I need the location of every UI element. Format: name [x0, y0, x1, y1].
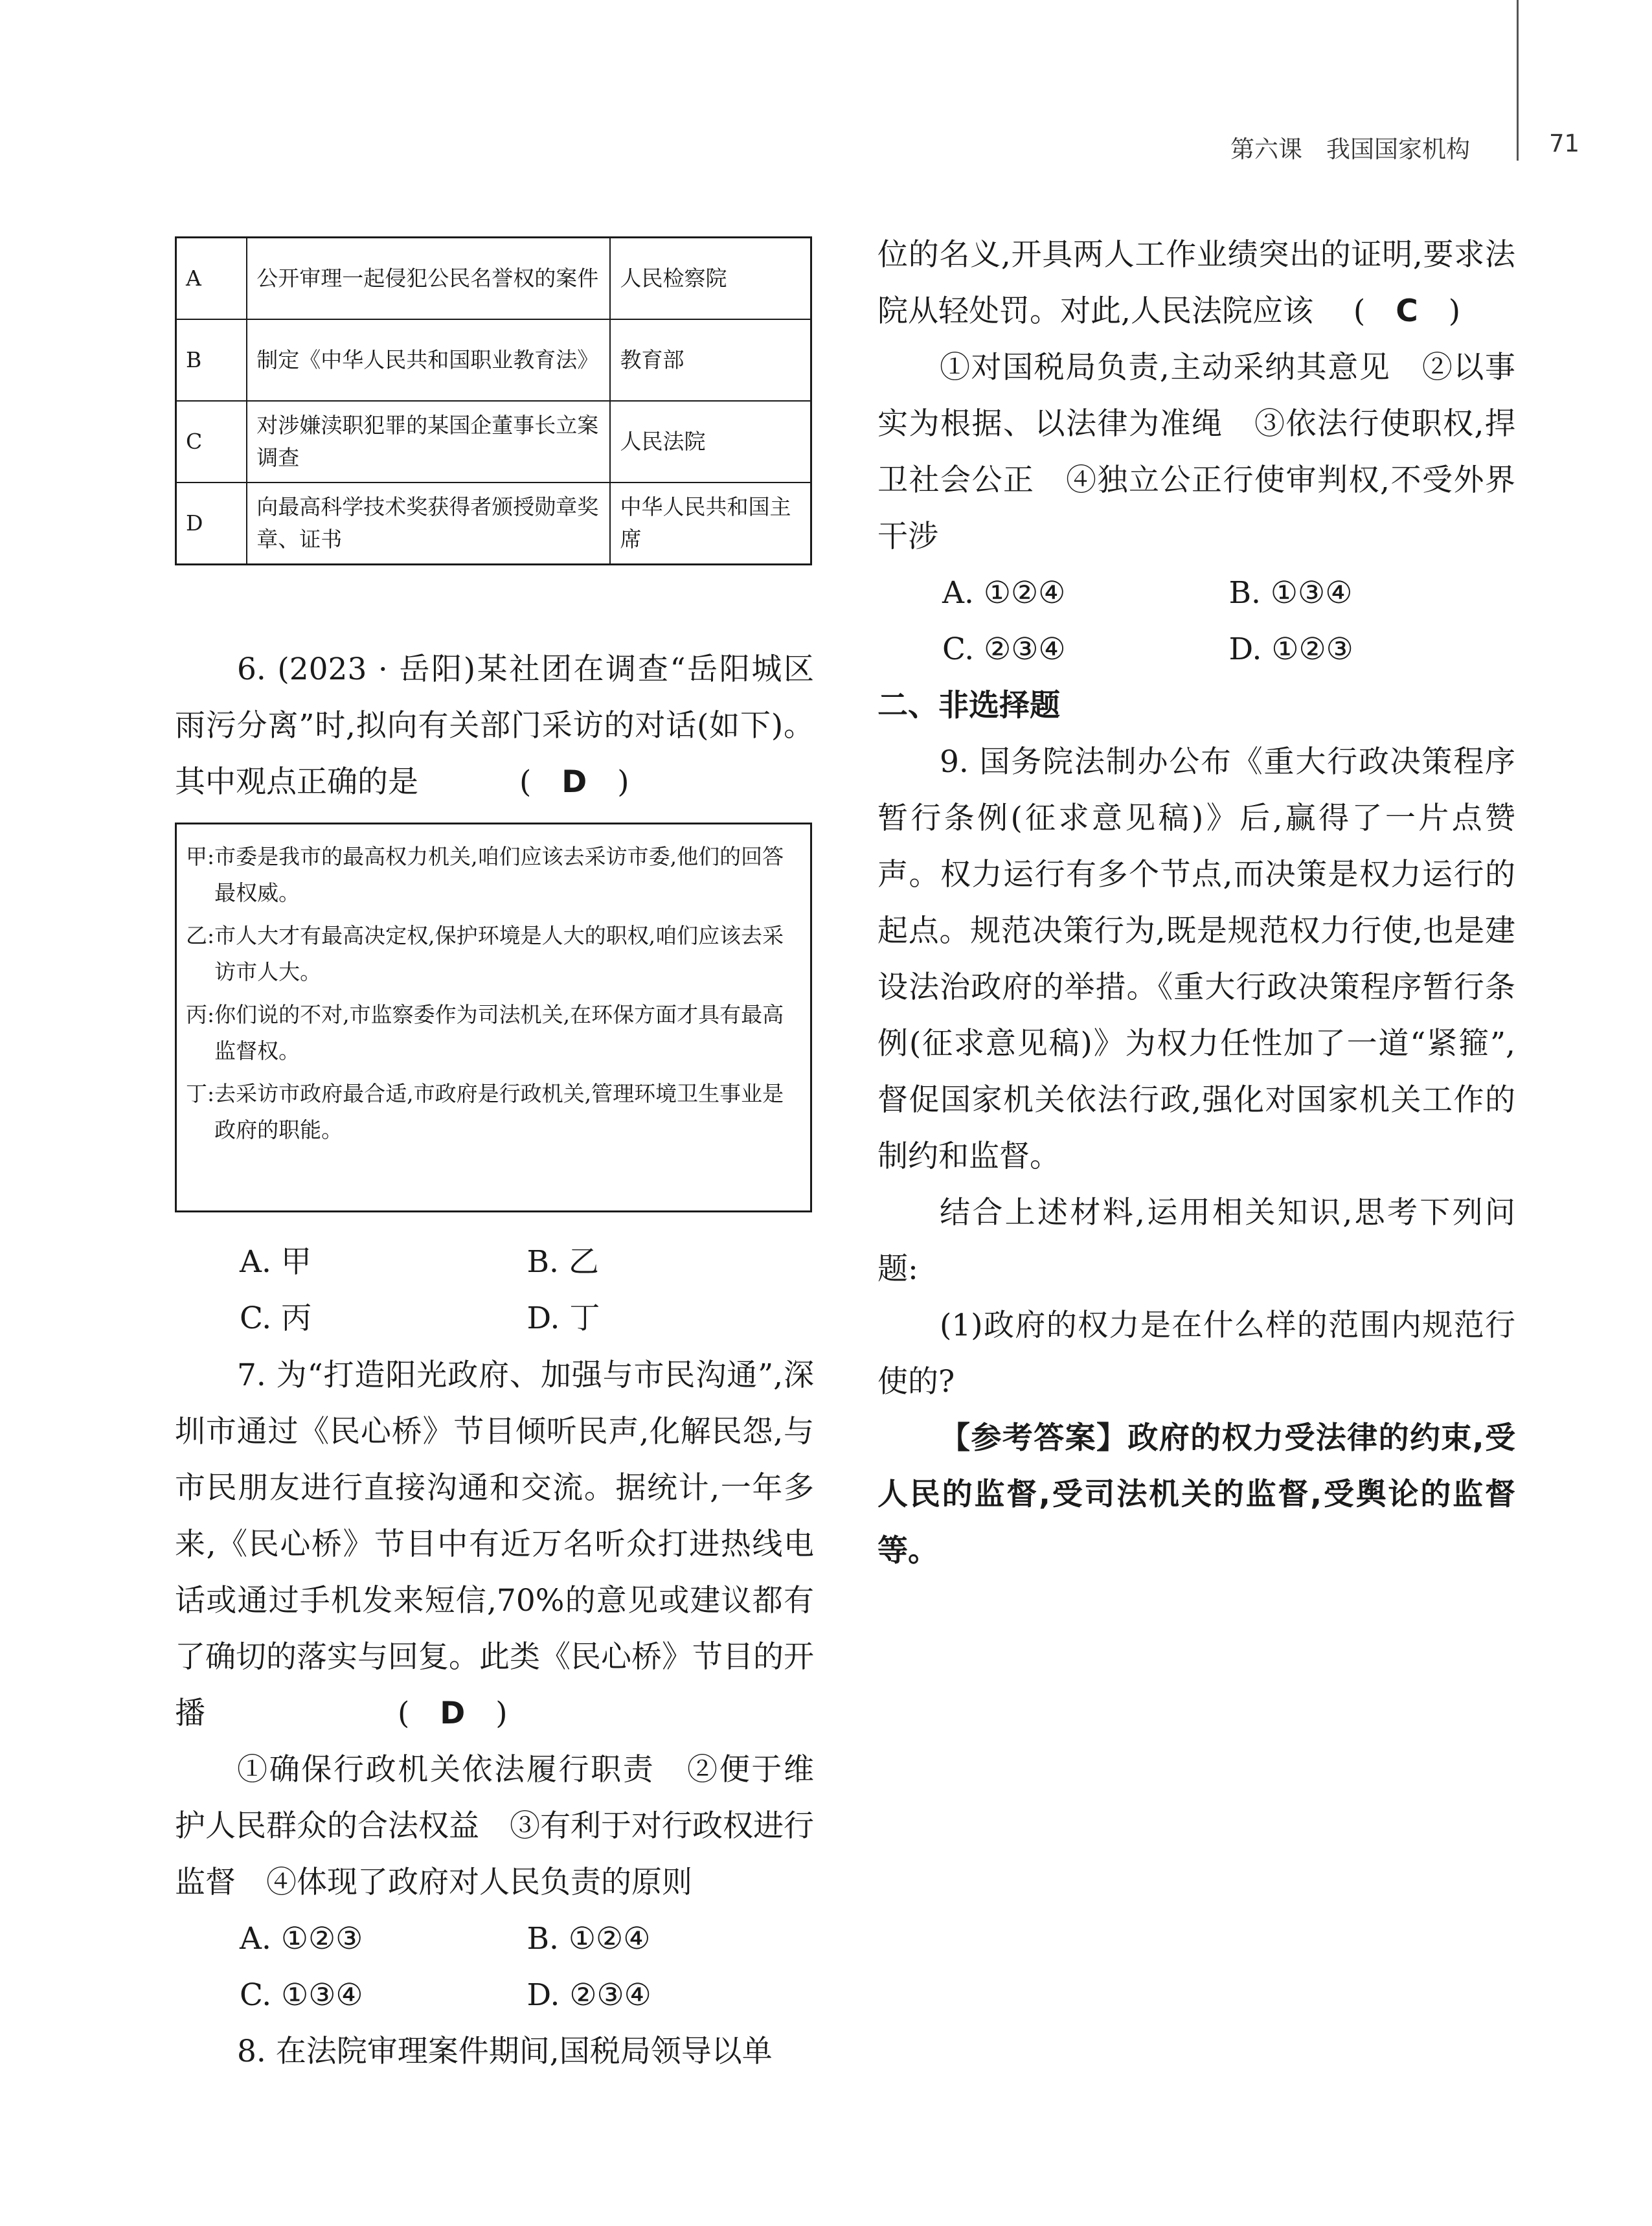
- dialogue-line: [186, 997, 801, 1069]
- question-8-items: ①对国税局负责,主动采纳其意见 ②以事实为根据、以法律为准绳 ③依法行使职权,捍卫社会公正 ④独立公正行使审判权,不受外界干涉: [877, 350, 1515, 554]
- table-cell-organ: 教育部: [610, 319, 811, 401]
- dialogue-line: [186, 839, 801, 911]
- answer-paren: ( D ): [205, 1696, 508, 1731]
- table-cell-letter: A: [176, 238, 247, 319]
- question-7: [175, 1347, 814, 2080]
- table-cell-letter: B: [176, 319, 247, 401]
- table-row: [176, 401, 811, 483]
- question-9-material: 9. 国务院法制办公布《重大行政决策程序暂行条例(征求意见稿)》后,赢得了一片点赞声。权力运行有多个节点,而决策是权力运行的起点。规范决策行为,既是规范权力行使,也是建设法治政府的举措。《重大行政决策程序暂行条例(征求意见稿)》为权力任性加了一道“紧箍”,督促国家机关依法行政,强化对国家机关工作的制约和监督。: [877, 744, 1515, 1174]
- dialogue-text: 你们说的不对,市监察委作为司法机关,在环保方面才具有最高监督权。: [214, 1002, 784, 1063]
- table-row: [176, 238, 811, 319]
- dialogue-text: 市委是我市的最高权力机关,咱们应该去采访市委,他们的回答最权威。: [214, 844, 784, 905]
- table-cell-organ: 人民法院: [610, 401, 811, 483]
- option-row: [175, 1234, 814, 1290]
- option-a: A. ①②④: [942, 575, 1066, 611]
- question-7-stem: [175, 1347, 814, 1742]
- option-row: [877, 565, 1515, 621]
- option-row: [877, 621, 1515, 677]
- option-c: C. ①③④: [240, 1977, 363, 2013]
- chapter-title: 第六课 我国国家机构: [1230, 135, 1470, 163]
- dialogue-text: 市人大才有最高决定权,保护环境是人大的职权,咱们应该去采访市人大。: [214, 923, 784, 984]
- option-row: [175, 1290, 814, 1346]
- table-cell-event: 向最高科学技术奖获得者颁授勋章奖章、证书: [247, 483, 610, 565]
- table-cell-organ: 中华人民共和国主席: [610, 483, 811, 565]
- table-row: [176, 319, 811, 401]
- question-6-text: 6. (2023 · 岳阳)某社团在调查“岳阳城区雨污分离”时,拟向有关部门采访的对话(如下)。其中观点正确的是: [175, 652, 814, 800]
- speaker-label: 乙:: [186, 923, 215, 948]
- table-row: [176, 483, 811, 565]
- table-cell-letter: D: [176, 483, 247, 565]
- option-c: C. 丙: [240, 1300, 312, 1336]
- speaker-label: 丙:: [186, 1002, 215, 1027]
- table-cell-event: 制定《中华人民共和国职业教育法》: [247, 319, 610, 401]
- option-c: C. ②③④: [942, 631, 1066, 667]
- option-b: B. ①③④: [1228, 575, 1353, 611]
- reference-answer: [877, 1410, 1515, 1579]
- question-8-stem: [877, 227, 1515, 339]
- speaker-label: 甲:: [186, 844, 215, 869]
- question-6: [175, 641, 814, 810]
- page-number: 71: [1549, 130, 1580, 157]
- question-6-options: [175, 1234, 814, 1346]
- option-a: A. 甲: [240, 1244, 311, 1280]
- header-divider: [1517, 0, 1519, 161]
- dialogue-line: [186, 918, 801, 990]
- question-7-text: 7. 为“打造阳光政府、加强与市民沟通”,深圳市通过《民心桥》节目倾听民声,化解民怨,与市民朋友进行直接沟通和交流。据统计,一年多来,《民心桥》节目中有近万名听众打进热线电话或通过手机发来短信,70%的意见或建议都有了确切的落实与回复。此类《民心桥》节目的开播: [175, 1357, 814, 1731]
- dialogue-text: 去采访市政府最合适,市政府是行政机关,管理环境卫生事业是政府的职能。: [214, 1081, 784, 1142]
- question-9-instruction: 结合上述材料,运用相关知识,思考下列问题:: [877, 1195, 1515, 1287]
- dialogue-line: [186, 1076, 801, 1148]
- answer-text: 政府的权力受法律的约束,受人民的监督,受司法机关的监督,受舆论的监督等。: [877, 1420, 1516, 1569]
- answer-paren: ( C ): [1313, 293, 1461, 329]
- question-6-answer: D: [561, 764, 587, 800]
- speaker-label: 丁:: [186, 1081, 215, 1106]
- question-7-items: ①确保行政机关依法履行职责 ②便于维护人民群众的合法权益 ③有利于对行政权进行监督 ④体现了政府对人民负责的原则: [175, 1752, 814, 1900]
- answer-label: 【参考答案】: [940, 1420, 1128, 1456]
- question-6-stem: [175, 641, 814, 810]
- option-b: B. 乙: [526, 1244, 599, 1280]
- answer-paren: ( D ): [418, 764, 629, 800]
- section-title: 二、非选择题: [877, 688, 1060, 723]
- table-cell-organ: 人民检察院: [610, 238, 811, 319]
- option-a: A. ①②③: [240, 1921, 363, 1957]
- question-8: [877, 227, 1515, 1579]
- question-table: [175, 236, 812, 565]
- question-8-answer: C: [1396, 293, 1418, 329]
- option-d: D. ②③④: [526, 1977, 651, 2013]
- question-7-answer: D: [440, 1696, 466, 1731]
- question-8-text: 位的名义,开具两人工作业绩突出的证明,要求法院从轻处罚。对此,人民法院应该: [877, 237, 1515, 329]
- dialogue-box: [175, 823, 812, 1212]
- option-row: [175, 1967, 814, 2023]
- table-cell-letter: C: [176, 401, 247, 483]
- option-b: B. ①②④: [526, 1921, 651, 1957]
- question-8-stem-start: 8. 在法院审理案件期间,国税局领导以单: [237, 2034, 773, 2069]
- question-9-subquestion: (1)政府的权力是在什么样的范围内规范行使的?: [877, 1308, 1515, 1400]
- option-d: D. ①②③: [1228, 631, 1353, 667]
- option-row: [175, 1911, 814, 1967]
- table-cell-event: 对涉嫌渎职犯罪的某国企董事长立案调查: [247, 401, 610, 483]
- table-cell-event: 公开审理一起侵犯公民名誉权的案件: [247, 238, 610, 319]
- option-d: D. 丁: [526, 1300, 600, 1336]
